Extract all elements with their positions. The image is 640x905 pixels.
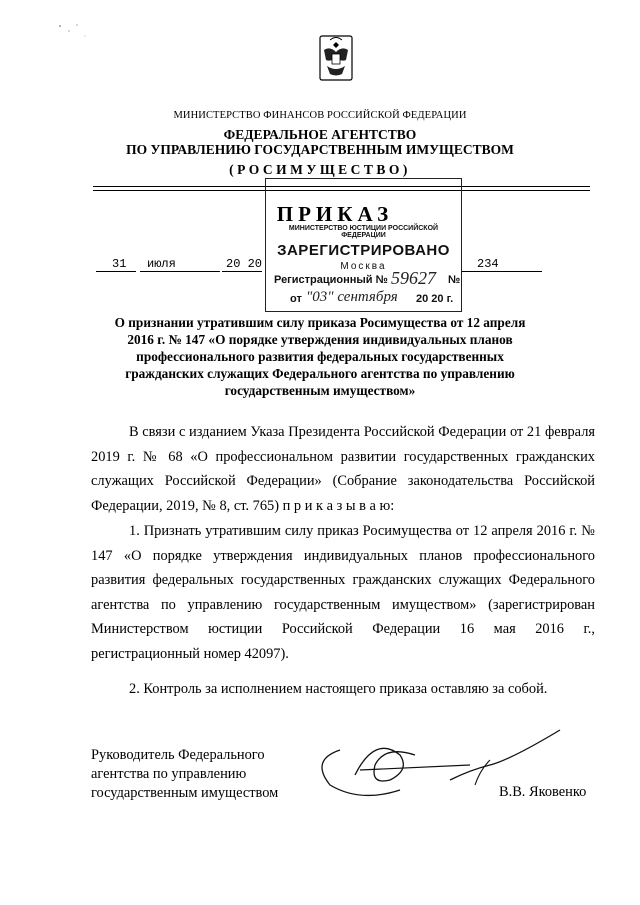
position-line: государственным имуществом — [91, 785, 279, 801]
position-line: Руководитель Федерального — [91, 747, 265, 763]
position-line: агентства по управлению — [91, 766, 247, 782]
document-title: О признании утратившим силу приказа Росимущества от 12 апреля 2016 г. № 147 «О порядке утверждения индивидуальных планов профессионального развития федеральных государственных гражданских служащих Федерального агентства по управлению государственным имуществом» — [114, 315, 526, 398]
stamp-reg-number: 59627 — [391, 268, 436, 288]
item-1-paragraph: 1. Признать утратившим силу приказ Росимущества от 12 апреля 2016 г. № 147 «О порядке утверждения индивидуальных планов профессионального развития федеральных государственных гражданских служащих Федерального агентства по управлению государственным имуществом» (зарегистрирован Министерством юстиции Российской Федерации 16 мая 2016 г., регистрационный номер 42097). — [91, 523, 595, 662]
underline-year — [222, 271, 262, 272]
underline-number — [462, 271, 542, 272]
stamp-registered: ЗАРЕГИСТРИРОВАНО — [277, 242, 450, 259]
stamp-ministry: МИНИСТЕРСТВО ЮСТИЦИИ РОССИЙСКОЙ ФЕДЕРАЦИИ — [288, 225, 439, 239]
preamble-paragraph: В связи с изданием Указа Президента Российской Федерации от 21 февраля 2019 г. № 68 «О профессиональном развитии государственных гражданских служащих Российской Федерации» (Собрание законодательства Российской Федерации, 2019, № 8, ст. 765) п р и к а з ы в а ю: — [91, 424, 595, 514]
document-type: ПРИКАЗ — [276, 202, 394, 226]
order-number: 234 — [477, 257, 499, 271]
scan-artifact — [55, 22, 95, 52]
underline-month — [140, 271, 220, 272]
order-day: 31 — [112, 257, 127, 271]
coat-of-arms-icon — [310, 30, 362, 86]
stamp-number-sign: № — [448, 274, 461, 286]
stamp-date-label: от — [290, 293, 302, 305]
agency-short-name: (РОСИМУЩЕСТВО) — [229, 162, 411, 177]
stamp-date-value: "03" сентября — [306, 289, 398, 305]
stamp-reg-label: Регистрационный № — [274, 274, 388, 286]
item-2-paragraph: 2. Контроль за исполнением настоящего приказа оставляю за собой. — [129, 681, 548, 697]
agency-name-line2: ПО УПРАВЛЕНИЮ ГОСУДАРСТВЕННЫМ ИМУЩЕСТВОМ — [126, 142, 514, 157]
stamp-year: 20 20 г. — [416, 293, 454, 305]
registration-stamp — [265, 178, 462, 312]
ministry-name: МИНИСТЕРСТВО ФИНАНСОВ РОССИЙСКОЙ ФЕДЕРАЦИИ — [173, 110, 467, 121]
order-year: 20 20 — [226, 257, 263, 271]
signatory-name: В.В. Яковенко — [499, 784, 587, 800]
signatory-position — [91, 746, 278, 803]
stamp-city: Москва — [340, 261, 387, 272]
underline-day — [96, 271, 136, 272]
order-month: июля — [147, 257, 176, 271]
agency-name-line1: ФЕДЕРАЛЬНОЕ АГЕНТСТВО — [223, 127, 417, 142]
